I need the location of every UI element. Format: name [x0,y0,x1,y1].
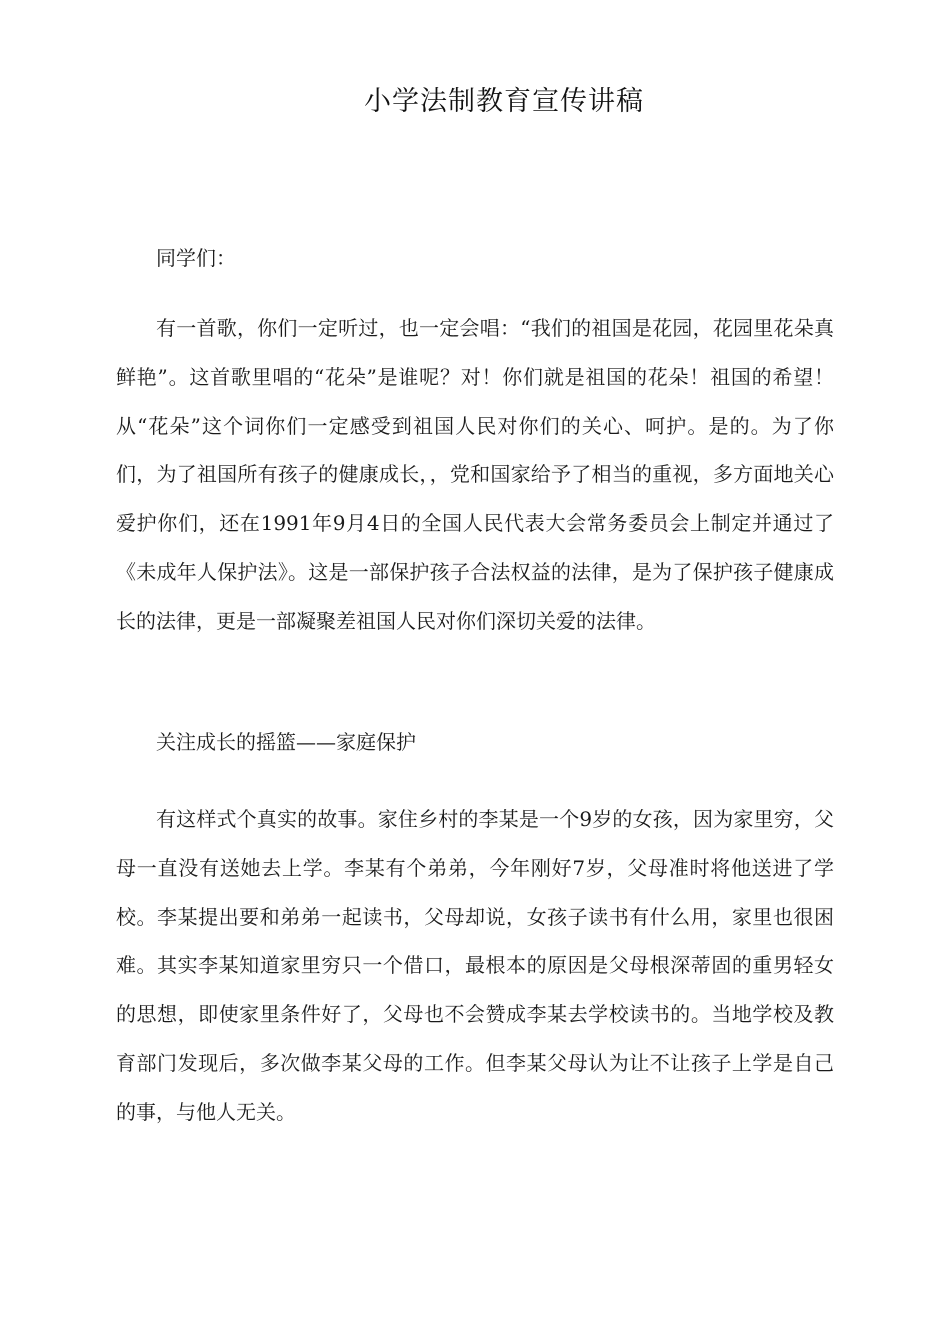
greeting-line: 同学们： [156,246,236,270]
document-title: 小学法制教育宣传讲稿 [364,86,644,117]
paragraph-story: 有这样式个真实的故事。家住乡村的李某是一个9岁的女孩，因为家里穷，父母一直没有送她去上学。李某有个弟弟，今年刚好7岁，父母准时将他送进了学校。李某提出要和弟弟一起读书，父母却说，女孩子读书有什么用，家里也很困难。其实李某知道家里穷只一个借口，最根本的原因是父母根深蒂固的重男轻女的思想，即使家里条件好了，父母也不会赞成李某去学校读书的。当地学校及教育部门发现后，多次做李某父母的工作。但李某父母认为让不让孩子上学是自己的事，与他人无关。 [116,807,834,1124]
section-heading-family-protection: 关注成长的摇篮——家庭保护 [156,730,416,754]
paragraph-intro: 有一首歌，你们一定听过，也一定会唱：“我们的祖国是花园，花园里花朵真鲜艳”。这首歌里唱的“花朵”是谁呢？对！你们就是祖国的花朵！祖国的希望！从“花朵”这个词你们一定感受到祖国人民对你们的关心、呵护。是的。为了你们，为了祖国所有孩子的健康成长，，党和国家给予了相当的重视，多方面地关心爱护你们，还在1991年9月4日的全国人民代表大会常务委员会上制定并通过了《未成年人保护法》。这是一部保护孩子合法权益的法律，是为了保护孩子健康成长的法律，更是一部凝聚差祖国人民对你们深切关爱的法律。 [116,316,834,633]
